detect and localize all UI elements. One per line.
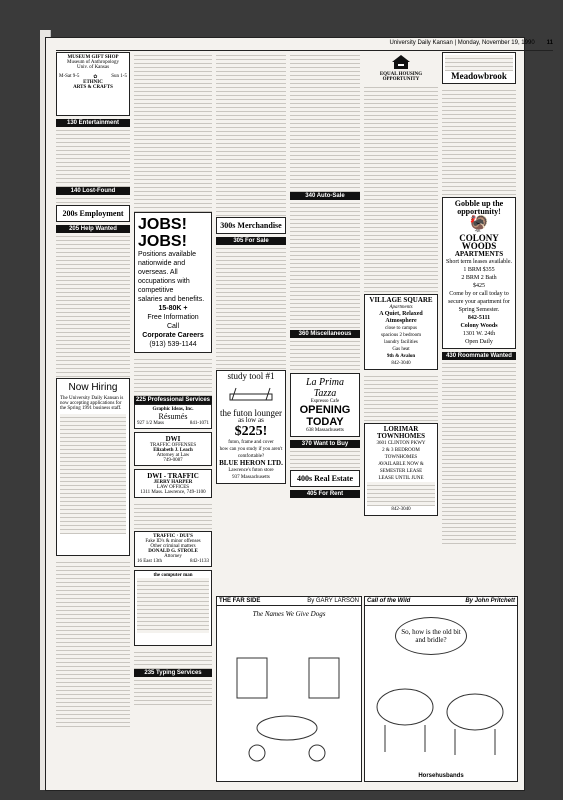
section-real-estate: 400s Real Estate [290,470,360,487]
prima-today: TODAY [306,416,344,428]
header-paper: University Daily Kansan | Monday, November 19, 1990 [389,40,535,46]
village-l1: close to campus [385,326,417,331]
equal-housing-icon [366,54,436,72]
village-name: VILLAGE SQUARE [369,296,433,304]
classified-text [56,233,130,378]
dwi-title: DWI [165,435,181,443]
blue-heron-ad [216,370,286,484]
la-prima-tazza-ad [290,373,360,437]
classified-text [56,195,130,205]
lorimar-l2: TOWNHOMES [384,455,418,460]
dwi-harper-ad [134,469,212,498]
futon-icon [219,380,283,410]
traffic-sub: Fake ID's & minor offenses [145,539,201,544]
turkey-icon: 🦃 [469,216,489,233]
classified-text [134,356,212,396]
section-for-rent: 405 For Rent [290,490,360,498]
jobs-line4: salaries and benefits. [138,296,205,303]
jobs-phone: (913) 539-1144 [149,341,197,348]
gobble-l1: Gobble up the [454,199,504,208]
page-header [56,40,553,51]
museum-tag2: ARTS & CRAFTS [73,85,113,90]
computer-title: the computer man [153,573,193,578]
futon-addr1: Lawrence's futon store [228,468,274,473]
village-l2: spacious 2 bedroom [381,333,421,338]
column-3 [216,52,286,487]
classified-text [56,559,130,729]
far-side-sign: The Names We Give Dogs [252,610,326,618]
prima-open: OPENING [299,404,351,416]
classified-text [134,677,212,705]
section-miscellaneous: 360 Miscellaneous [290,330,360,338]
column-5 [364,52,438,519]
lorimar-l5: LEASE UNTIL JUNE [378,476,424,481]
far-side-title: THE FAR SIDE [219,598,261,604]
jobs-line6: Call [166,323,180,330]
now-hiring-title: Now Hiring [68,382,118,393]
jobs-ad [134,212,212,353]
village-sub: Apartments [389,305,413,310]
dwi-role: Attorney at Law [156,453,190,458]
now-hiring-ad [56,378,130,556]
section-roommate: 430 Roommate Wanted [442,352,516,360]
meadowbrook-ad [442,52,516,84]
lorimar-ad [364,423,438,516]
dwi-leach-ad [134,432,212,466]
wild-speech-bubble: So, how is the old bit and bridle? [395,617,467,655]
futon-as-low: as low as [238,416,264,424]
museum-line2: Univ. of Kansas [76,65,110,70]
classified-text [364,84,438,294]
section-for-sale: 305 For Sale [216,237,286,245]
village-l4: Gas heat [392,347,410,352]
column-4 [290,52,360,498]
graphic-phone: 841-1071 [189,421,209,426]
colony-open: Open Daily [465,339,493,345]
dwi2-title: DWI - TRAFFIC [147,472,199,480]
colony-b2: 2 BRM 2 Bath [461,275,497,281]
dwi2-addr: 1311 Mass. Lawrence, 749-1100 [140,490,206,495]
dwi-phone: 749-0087 [163,458,183,463]
museum-logo-icon: ✿ [93,75,98,80]
wild-byline: By John Pritchett [465,598,515,604]
classified-text [134,501,212,531]
colony-co: Colony Woods [460,323,498,329]
graphic-ideas-ad [134,404,212,429]
call-of-the-wild-comic [364,596,518,782]
colony-b3: $425 [473,283,485,289]
colony-call: Come by or call today to secure your apartment for Spring Semester. [448,291,510,313]
gobble-l2: opportunity! [457,207,501,216]
traffic-title: TRAFFIC · DUI'S [153,534,193,539]
classified-text [290,448,360,470]
graphic-resumes: Résumés [158,412,188,421]
prima-addr: 638 Massachusetts [306,428,344,433]
jobs-line5: Free Information [147,314,199,321]
colony-name2: WOODS [461,241,497,251]
jobs-line2: nationwide and overseas. All [138,260,186,276]
museum-tag1: ETHNIC [83,80,103,85]
traffic-role: Attorney [164,554,182,559]
header-page-number: 11 [546,40,553,46]
section-auto-sale: 340 Auto-Sale [290,192,360,200]
museum-sun: Sun 1-5 [111,74,127,79]
classified-text [442,360,516,545]
classified-text [364,373,438,423]
classified-text [290,52,360,192]
column-6 [442,52,516,545]
classified-text [216,245,286,370]
section-merchandise: 300s Merchandise [216,217,286,234]
wild-caption: Horsehusbands [418,773,464,779]
futon-sub: futon, frame and cover [228,440,274,445]
classified-text [134,649,212,669]
classified-text [442,87,516,197]
traffic-sub2: Other criminal matters [150,544,196,549]
classified-text [290,200,360,330]
lorimar-phone: 842-3040 [391,507,411,512]
classified-text [134,52,212,212]
far-side-byline: By GARY LARSON [307,598,359,604]
equal-housing-title: EQUAL HOUSING OPPORTUNITY [379,72,423,82]
jobs-line1: Positions available [138,251,196,258]
jobs-line3: occupations with competitive [138,278,190,294]
dwi2-name: JERRY HARPER [153,480,193,485]
traffic-addr: 16 East 13th [137,559,162,564]
dwi-sub: TRAFFIC OFFENSES [149,443,197,448]
jobs-company: Corporate Careers [142,332,204,339]
village-square-ad [364,294,438,370]
lorimar-l3: AVAILABLE NOW & [378,462,424,467]
futon-question: how can you study if you aren't comfortable? [219,447,283,459]
village-l3: laundry facilities [384,340,418,345]
colony-name3: APARTMENTS [454,250,504,258]
wild-title: Call of the Wild [367,598,411,604]
now-hiring-body: The University Daily Kansan is now accepting applications for the Spring 1991 business staff. [60,396,124,411]
prima-name: La Prima Tazza [305,377,345,399]
section-lost-found: 140 Lost-Found [56,187,130,195]
far-side-comic [216,596,362,782]
classified-text [290,338,360,373]
lorimar-addr: 3601 CLINTON PKWY [376,441,426,446]
section-employment: 200s Employment [56,205,130,222]
traffic-phone: 842-1133 [190,559,209,564]
column-2 [134,52,212,705]
study-title: study tool #1 [227,371,275,381]
section-typing: 235 Typing Services [134,669,212,677]
lorimar-l1: 2 & 3 BEDROOM [382,448,420,453]
graphic-addr: 927 1/2 Mass [137,421,164,426]
village-phone: 842-3040 [391,361,411,366]
museum-line1: Museum of Anthropology [67,60,119,65]
computer-man-ad [134,570,212,646]
classified-text [216,52,286,217]
meadowbrook-title: Meadowbrook [451,71,507,81]
graphic-name: Graphic Ideas, Inc. [152,407,194,412]
lorimar-l4: SEMESTER LEASE [379,469,423,474]
prima-sub: Espresso Cafe [310,399,340,404]
classified-text [56,127,130,187]
museum-title: MUSEUM GIFT SHOP [67,55,119,60]
colony-name1: COLONY [459,233,499,243]
dwi-name: Elizabeth J. Leach [153,448,193,453]
section-want-to-buy: 370 Want to Buy [290,440,360,448]
lorimar-name: LORIMAR TOWNHOMES [376,425,426,440]
section-help-wanted: 205 Help Wanted [56,225,130,233]
wild-drawing-icon [365,657,515,777]
section-entertainment: 130 Entertainment [56,119,130,127]
colony-phone: 842-5111 [467,315,491,321]
strole-ad [134,531,212,567]
equal-housing-ad [364,52,438,84]
dwi2-role: LAW OFFICES [156,485,190,490]
jobs-title: JOBS! JOBS! [138,216,187,250]
colony-b1: 1 BRM $355 [463,267,495,273]
far-side-drawing-icon [217,618,359,778]
jobs-range: 15-80K + [158,305,188,312]
traffic-name: DONALD G. STROLE [148,549,198,554]
village-head: A Quiet, Relaxed Atmosphere [379,311,423,324]
futon-name: the futon lounger [220,408,282,418]
museum-hours: M-Sat 9-5 [59,74,80,79]
futon-addr2: 937 Massachusetts [232,475,270,480]
colony-rent: Short term leases available. [446,259,512,265]
colony-addr: 1301 W. 24th [462,331,496,337]
futon-store: BLUE HERON LTD. [219,459,283,467]
colony-woods-ad [442,197,516,349]
futon-price: $225! [234,424,268,439]
museum-ad [56,52,130,116]
section-professional-services: 225 Professional Services [135,397,211,403]
village-addr: 9th & Avalon [386,354,416,359]
column-1 [56,52,130,729]
